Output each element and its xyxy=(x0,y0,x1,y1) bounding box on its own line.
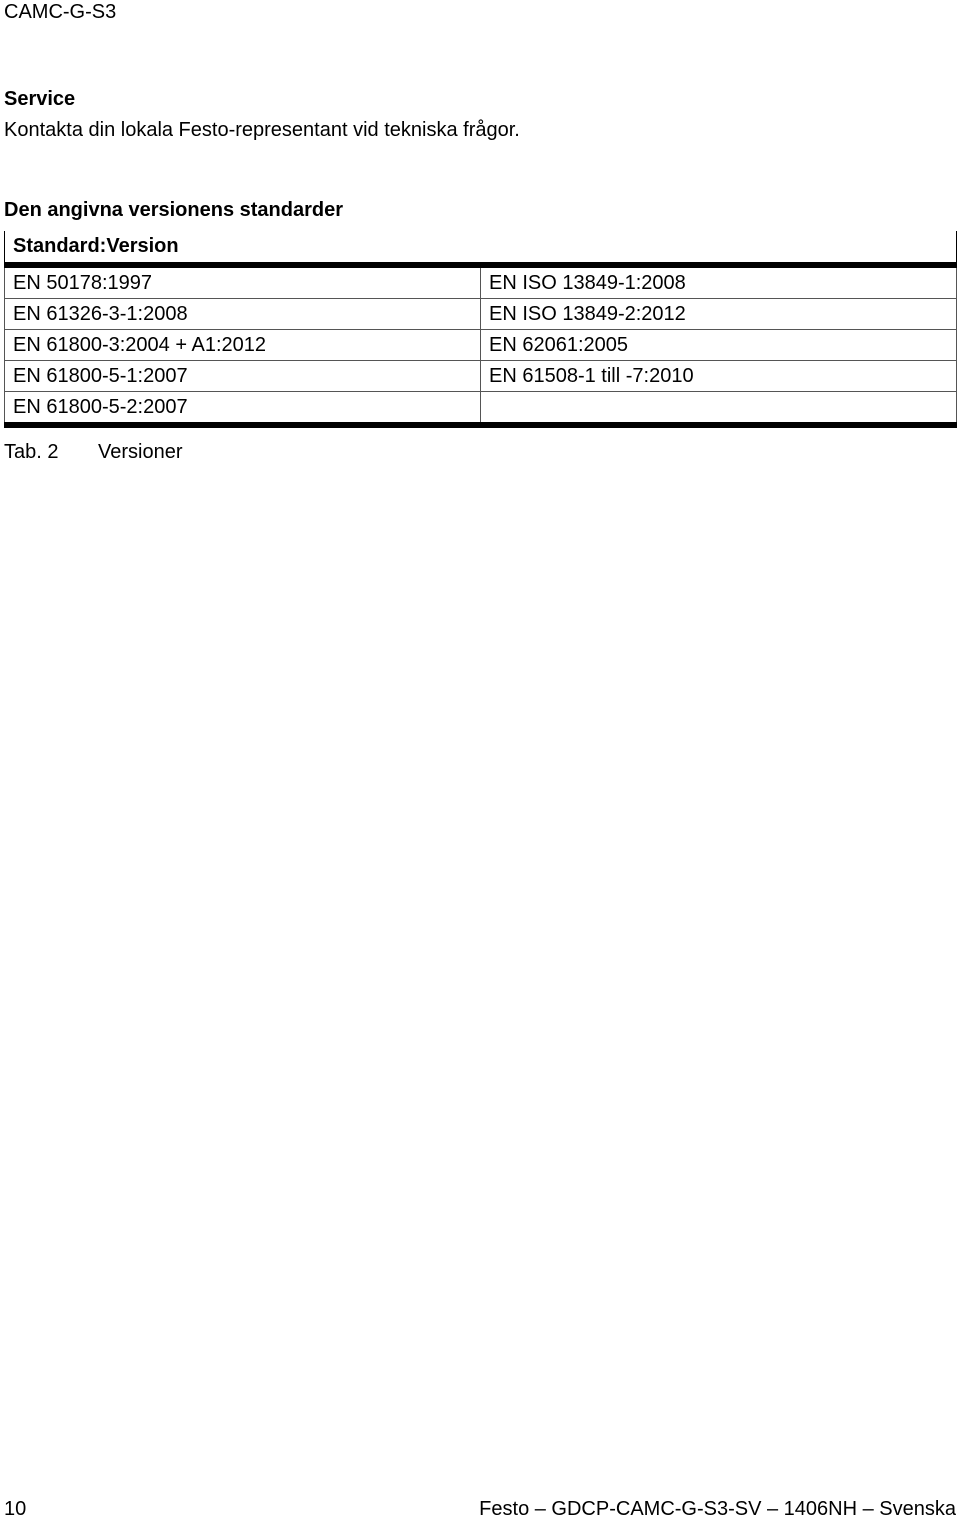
standards-table-header: Standard:Version xyxy=(5,231,957,265)
service-text: Kontakta din lokala Festo-representant vid tekniska frågor. xyxy=(4,119,520,141)
table-row xyxy=(5,361,957,392)
table-cell: EN ISO 13849-2:2012 xyxy=(481,299,957,330)
table-row xyxy=(5,392,957,426)
table-caption xyxy=(4,439,183,465)
standards-table-header-row xyxy=(5,231,957,265)
standards-table xyxy=(4,231,957,428)
table-caption-title: Versioner xyxy=(98,441,183,463)
table-cell: EN 61800-5-2:2007 xyxy=(5,392,481,426)
table-cell: EN 50178:1997 xyxy=(5,265,481,299)
table-row xyxy=(5,330,957,361)
table-row xyxy=(5,265,957,299)
table-cell: EN 61508-1 till -7:2010 xyxy=(481,361,957,392)
table-cell: EN 61800-3:2004 + A1:2012 xyxy=(5,330,481,361)
service-heading: Service xyxy=(4,88,76,110)
running-header-product: CAMC-G-S3 xyxy=(4,1,117,23)
footer-document-info: Festo – GDCP-CAMC-G-S3-SV – 1406NH – Svenska xyxy=(479,1498,956,1520)
table-cell: EN 61326-3-1:2008 xyxy=(5,299,481,330)
table-row xyxy=(5,299,957,330)
table-cell: EN 61800-5-1:2007 xyxy=(5,361,481,392)
standards-heading: Den angivna versionens standarder xyxy=(4,199,344,221)
table-cell xyxy=(481,392,957,426)
table-cell: EN 62061:2005 xyxy=(481,330,957,361)
table-cell: EN ISO 13849-1:2008 xyxy=(481,265,957,299)
table-caption-number: Tab. 2 xyxy=(4,441,59,463)
footer-page-number: 10 xyxy=(4,1498,27,1520)
